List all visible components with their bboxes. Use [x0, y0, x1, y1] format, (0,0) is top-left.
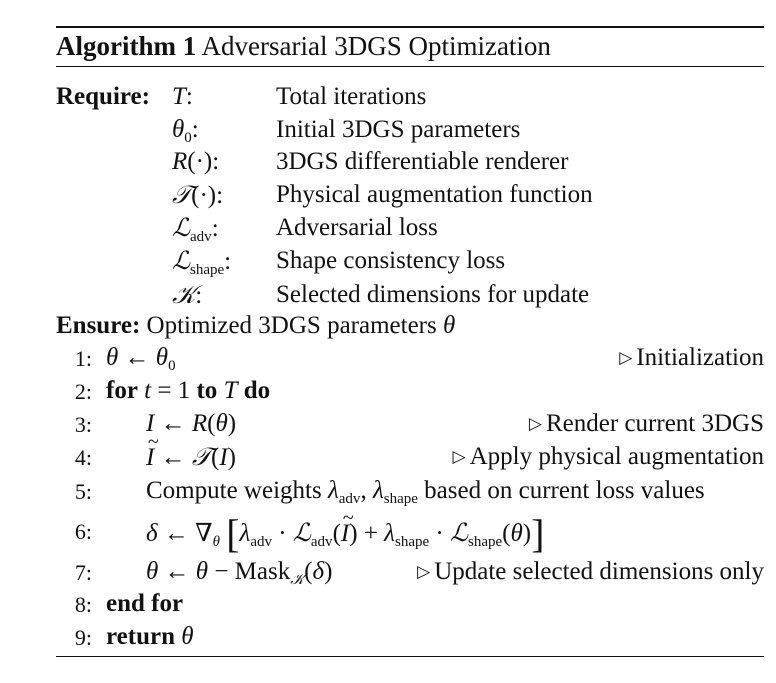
algorithm-name: Adversarial 3DGS Optimization	[201, 31, 551, 61]
step-7-code: θ ← θ − Mask$_𝒦$(δ)	[146, 558, 333, 588]
step-4-comment: ▷ Apply physical augmentation	[452, 443, 764, 470]
require-desc: Physical augmentation function	[276, 181, 593, 208]
step-6-code: δ ← $\nabla_\theta$ [$\lambda_{adv}$ · ℒ$_{adv}$(I ~ ) + $\lambda_{shape}$ · ℒ$_{shape}$(θ)]	[146, 507, 545, 556]
algorithm-label: Algorithm 1	[56, 31, 197, 61]
line-number: 4:	[74, 445, 92, 470]
step-3-code: I ← R(θ)	[146, 410, 237, 437]
top-rule	[56, 26, 764, 28]
comment-triangle-icon: ▷	[528, 414, 542, 433]
line-number: 3:	[74, 412, 92, 437]
step-2-code: for t = 1 to T do	[106, 377, 271, 404]
require-desc: Shape consistency loss	[276, 247, 506, 274]
comment-triangle-icon: ▷	[619, 348, 633, 367]
line-number: 7:	[74, 560, 92, 585]
require-symbol-T: T:	[172, 83, 193, 110]
ensure-text: Optimized 3DGS parameters	[146, 312, 437, 339]
step-1-code: θ ← $\theta_0$	[106, 344, 176, 374]
require-symbol-K: 𝒦:	[172, 280, 203, 309]
step-7-comment: ▷ Update selected dimensions only	[417, 558, 764, 585]
require-symbol-theta0: $\theta_0$:	[172, 116, 199, 146]
title-rule	[56, 66, 764, 67]
step-8-code: end for	[106, 590, 184, 617]
require-symbol-L-shape: ℒ$_{shape}$:	[172, 246, 232, 278]
comment-triangle-icon: ▷	[452, 447, 466, 466]
line-number: 6:	[74, 519, 92, 544]
require-desc: Adversarial loss	[276, 214, 438, 241]
algorithm-title	[56, 33, 551, 60]
require-keyword: Require:	[56, 83, 150, 110]
require-symbol-T-cal: 𝒯(·):	[172, 180, 224, 209]
step-4-code: I ~ ← 𝒯(I)	[146, 431, 236, 471]
ensure-line: Ensure: Optimized 3DGS parameters θ	[56, 312, 456, 339]
line-number: 1:	[74, 346, 92, 371]
step-1-comment: ▷ Initialization	[619, 344, 764, 371]
line-number: 8:	[74, 592, 92, 617]
require-desc: Initial 3DGS parameters	[276, 116, 521, 143]
ensure-keyword: Ensure:	[56, 312, 141, 339]
line-number: 2:	[74, 379, 92, 404]
comment-triangle-icon: ▷	[417, 562, 431, 581]
require-symbol-R: R(·):	[172, 148, 220, 175]
step-9-code: return θ	[106, 623, 194, 650]
step-3-comment: ▷ Render current 3DGS	[528, 410, 764, 437]
line-number: 9:	[74, 625, 92, 650]
require-symbol-L-adv: ℒ$_{adv}$:	[172, 213, 219, 245]
bottom-rule	[56, 656, 764, 657]
require-desc: Selected dimensions for update	[276, 281, 590, 308]
line-number: 5:	[74, 479, 92, 504]
require-desc: Total iterations	[276, 83, 427, 110]
step-5-code: Compute weights $\lambda_{adv}$, $\lambda_{shape}$ based on current loss values	[146, 477, 705, 507]
require-desc: 3DGS differentiable renderer	[276, 148, 569, 175]
